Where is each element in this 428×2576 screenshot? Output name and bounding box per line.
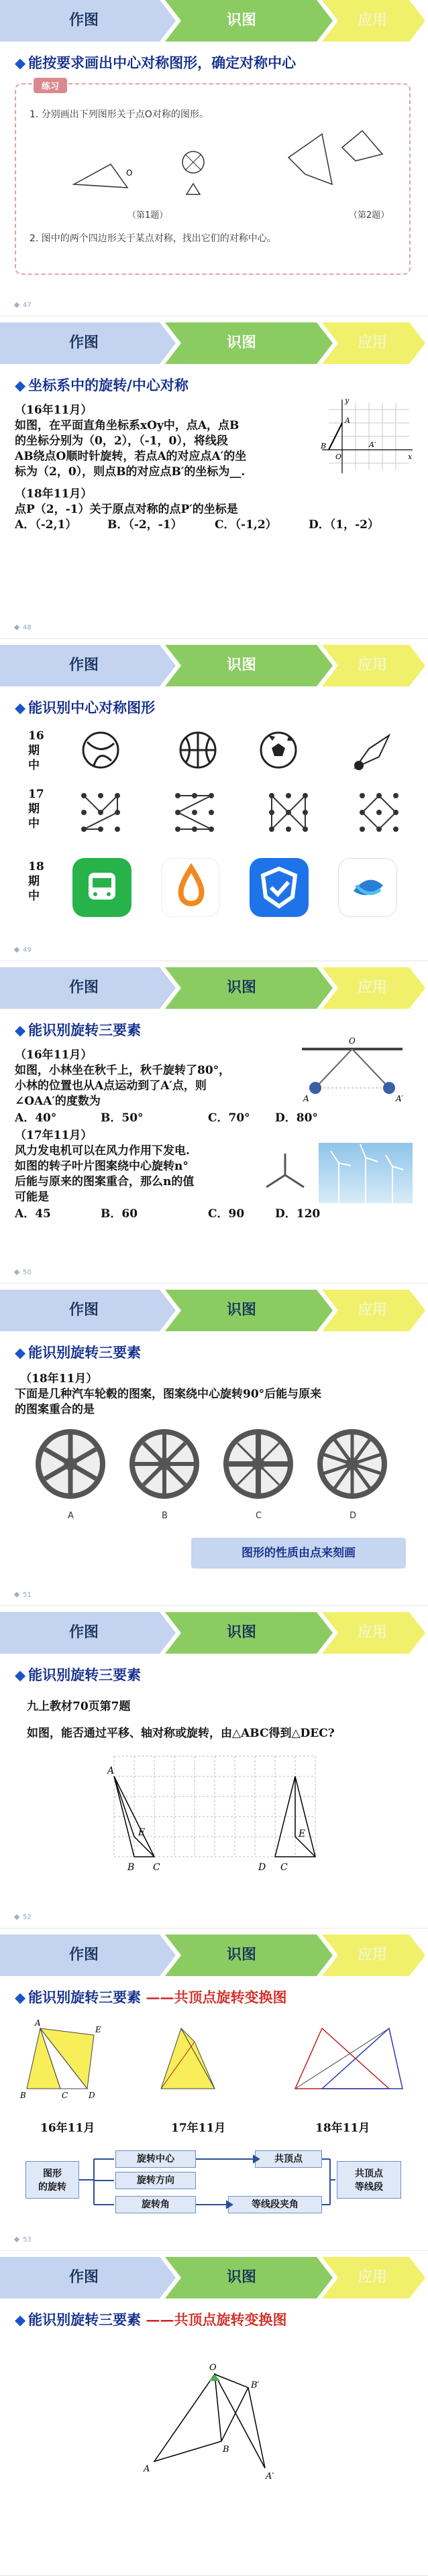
flow-center: 旋转中心 [115, 2150, 196, 2168]
dot-pattern-row [74, 786, 409, 839]
svg-text:D: D [258, 1862, 266, 1873]
answer-option: C．90 [208, 1207, 245, 1221]
drop-app-icon [161, 858, 220, 917]
svg-text:E: E [299, 1829, 306, 1839]
tab-bar [0, 1612, 428, 1654]
figure-caption: 16年11月 [40, 2122, 95, 2135]
svg-text:A: A [303, 1094, 309, 1103]
tab-apply[interactable]: 应用 [357, 2269, 387, 2286]
svg-text:y: y [345, 396, 350, 405]
property-button[interactable]: 图形的性质由点来刻画 [191, 1538, 406, 1569]
problem-line: 下面是几种汽车轮毂的图案，图案绕中心旋转90°后能与原来 [15, 1388, 322, 1401]
answer-option: A．40° [15, 1111, 57, 1125]
page-number: 51 [15, 1591, 32, 1599]
shuttlecock-icon [354, 735, 389, 770]
tab-recognize[interactable]: 识图 [226, 2269, 256, 2286]
problem-line: AB绕点O顺时针旋转，若点A的对应点A′的坐 [15, 450, 247, 463]
wheel-B [129, 1429, 199, 1499]
problem-line: 标为（2，0），则点B的对应点B′的坐标为__. [15, 465, 246, 479]
slide-49 [0, 645, 428, 961]
wheel-label: D [350, 1511, 357, 1521]
svg-text:B: B [127, 1862, 135, 1873]
slide-heading: ◆ 能识别旋转三要素 [15, 1344, 142, 1361]
svg-text:O: O [335, 452, 342, 461]
page-number: 50 [15, 1269, 32, 1276]
problem-year-2: （18年11月） [15, 487, 93, 501]
row-label: 18期中 [28, 860, 44, 903]
figure-2-caption: （第2题） [349, 210, 390, 221]
slide-heading: ◆ 能识别旋转三要素 ——共顶点旋转变换图 [15, 1989, 287, 2006]
figure-caption: 17年11月 [171, 2122, 226, 2135]
svg-text:B: B [223, 2445, 229, 2455]
svg-text:E: E [95, 2025, 101, 2034]
flow-direction: 旋转方向 [115, 2172, 196, 2189]
problem-line: 的图案重合的是 [15, 1403, 95, 1416]
flow-vertex: 共顶点 [255, 2150, 322, 2168]
svg-text:C: C [62, 2091, 68, 2100]
tab-apply[interactable]: 应用 [357, 979, 387, 996]
slide-53 [0, 1935, 428, 2251]
tab-bar [0, 322, 428, 364]
wheel-D [317, 1429, 387, 1499]
row-label: 17期中 [28, 788, 44, 831]
tab-bar [0, 0, 428, 42]
flow-rotation: 图形 的旋转 [25, 2161, 79, 2199]
tab-draw[interactable]: 作图 [68, 2269, 99, 2286]
problem-line: 如图，小林坐在秋千上，秋千旋转了80°， [15, 1064, 231, 1077]
tab-apply[interactable]: 应用 [357, 657, 387, 674]
textbook-reference: 九上教材70页第7题 [27, 1700, 131, 1713]
slide-48 [0, 322, 428, 639]
question-1: 1. 分别画出下列图形关于点O对称的图形。 [30, 109, 209, 120]
wheel-A [36, 1429, 105, 1499]
svg-text:C: C [153, 1862, 160, 1873]
tab-apply[interactable]: 应用 [357, 12, 387, 29]
tab-draw[interactable]: 作图 [68, 979, 99, 996]
soccer-ball-icon [261, 733, 296, 768]
slide-heading: ◆ 能识别旋转三要素 [15, 1022, 142, 1038]
tab-draw[interactable]: 作图 [68, 657, 99, 674]
flow-arrows [0, 1935, 428, 2251]
point-O-label: O [126, 168, 133, 178]
svg-text:A: A [345, 416, 350, 425]
svg-text:A: A [144, 2464, 150, 2474]
tab-draw[interactable]: 作图 [68, 12, 99, 29]
coordinate-graph [315, 396, 416, 477]
svg-text:A: A [107, 1766, 115, 1776]
tab-draw[interactable]: 作图 [68, 1947, 99, 1963]
question-2: 2. 图中的两个四边形关于某点对称，找出它们的对称中心。 [30, 233, 276, 244]
flow-angle: 旋转角 [115, 2196, 196, 2213]
svg-text:O: O [209, 2363, 217, 2373]
wheel-hubs [34, 1424, 409, 1511]
svg-text:B′: B′ [251, 2380, 260, 2390]
tab-recognize[interactable]: 识图 [226, 657, 256, 674]
china-mobile-icon [338, 858, 397, 917]
svg-text:B: B [321, 442, 327, 450]
tab-recognize[interactable]: 识图 [226, 12, 256, 29]
tab-bar [0, 967, 428, 1009]
slide-52 [0, 1612, 428, 1928]
tab-draw[interactable]: 作图 [68, 1302, 99, 1318]
problem-line: ∠OAA′的度数为 [15, 1095, 101, 1108]
tab-recognize[interactable]: 识图 [226, 1624, 256, 1641]
ball-icons-row [74, 729, 409, 776]
svg-text:C: C [280, 1862, 288, 1873]
exercise-badge: 练习 [34, 78, 67, 93]
page-number: 53 [15, 2236, 32, 2244]
flow-common: 共顶点 等线段 [337, 2161, 401, 2199]
answer-option: A．（-2,1） [15, 518, 77, 532]
slide-47 [0, 0, 428, 316]
svg-text:A′: A′ [266, 2471, 274, 2481]
page-number: 48 [15, 624, 32, 631]
answer-option: C．70° [208, 1111, 250, 1125]
row-label: 16期中 [28, 729, 44, 772]
problem-line: 如图的转子叶片图案绕中心旋转n° [15, 1160, 189, 1173]
problem-line: 如图，在平面直角坐标系xOy中，点A，点B [15, 419, 239, 432]
shield-app-icon [250, 858, 309, 917]
tab-bar [0, 1290, 428, 1331]
tab-draw[interactable]: 作图 [68, 334, 99, 351]
wheel-label: C [256, 1511, 262, 1521]
rotor-blade-figure [258, 1148, 312, 1202]
problem-line: 的坐标分别为（0，2），（-1，0），将线段 [15, 434, 228, 448]
tab-recognize[interactable]: 识图 [226, 979, 256, 996]
basketball-icon [180, 733, 215, 768]
problem-line: 风力发电机可以在风力作用下发电. [15, 1144, 190, 1158]
slide-54 [0, 2257, 428, 2576]
figure-caption: 18年11月 [315, 2122, 370, 2135]
svg-text:A′: A′ [396, 1094, 404, 1103]
answer-option: A．45 [15, 1207, 51, 1221]
tab-recognize[interactable]: 识图 [226, 1302, 256, 1318]
grid-figure [107, 1750, 322, 1877]
slide-heading: ◆ 能识别旋转三要素 [15, 1666, 142, 1683]
problem-line: 点P（2，-1）关于原点对称的点P′的坐标是 [15, 503, 238, 516]
common-vertex-figure [134, 2361, 295, 2495]
svg-text:A′: A′ [369, 440, 376, 449]
tab-apply[interactable]: 应用 [357, 334, 387, 351]
svg-text:B: B [20, 2091, 26, 2100]
slide-heading: ◆ 能识别旋转三要素 ——共顶点旋转变换图 [15, 2311, 287, 2328]
tab-bar [0, 2257, 428, 2298]
problem-line: 如图，能否通过平移、轴对称或旋转，由△ABC得到△DEC? [27, 1727, 335, 1740]
svg-text:A: A [35, 2018, 41, 2028]
flow-equal-angle: 等线段夹角 [228, 2196, 322, 2213]
q1-figures [47, 127, 396, 208]
page-number: 49 [15, 946, 32, 954]
answer-option: B．50° [101, 1111, 144, 1125]
problem-year: （18年11月） [20, 1372, 98, 1386]
slide-51 [0, 1290, 428, 1606]
answer-option: B．（-2，-1） [107, 518, 182, 532]
problem-year-1: （16年11月） [15, 1048, 93, 1062]
volleyball-icon [83, 733, 118, 768]
answer-option: C．（-1,2） [215, 518, 277, 532]
answer-option: D．120 [275, 1207, 321, 1221]
wheel-label: A [68, 1511, 74, 1521]
swing-figure [288, 1034, 416, 1108]
answer-option: B．60 [101, 1207, 138, 1221]
problem-line: 后能与原来的图案重合，那么n的值 [15, 1175, 195, 1188]
problem-year-2: （17年11月） [15, 1129, 93, 1142]
slide-heading: ◆ 能按要求画出中心对称图形，确定对称中心 [15, 54, 297, 71]
tab-draw[interactable]: 作图 [68, 1624, 99, 1641]
tab-bar [0, 645, 428, 686]
problem-year-1: （16年11月） [15, 404, 93, 417]
wind-turbine-photo [319, 1143, 413, 1203]
svg-text:E: E [138, 1827, 146, 1838]
svg-text:O: O [349, 1036, 356, 1046]
tab-apply[interactable]: 应用 [357, 1947, 387, 1963]
tab-apply[interactable]: 应用 [357, 1624, 387, 1641]
slide-heading: ◆ 坐标系中的旋转/中心对称 [15, 377, 189, 393]
answer-option: D．80° [275, 1111, 318, 1125]
figure-1-caption: （第1题） [127, 210, 168, 221]
page-number: 52 [15, 1914, 32, 1921]
problem-line: 小林的位置也从A点运动到了A′点，则 [15, 1079, 207, 1093]
slide-50 [0, 967, 428, 1284]
wheel-C [223, 1429, 293, 1499]
wheel-label: B [162, 1511, 168, 1521]
svg-text:x: x [408, 452, 413, 461]
page-number: 47 [15, 302, 32, 309]
tab-recognize[interactable]: 识图 [226, 1947, 256, 1963]
slide-heading: ◆ 能识别中心对称图形 [15, 699, 156, 716]
tab-recognize[interactable]: 识图 [226, 334, 256, 351]
answer-option: D．（1，-2） [309, 518, 379, 532]
problem-line: 可能是 [15, 1190, 49, 1204]
svg-text:D: D [89, 2091, 95, 2100]
tab-apply[interactable]: 应用 [357, 1302, 387, 1318]
bus-app-icon [72, 858, 131, 917]
